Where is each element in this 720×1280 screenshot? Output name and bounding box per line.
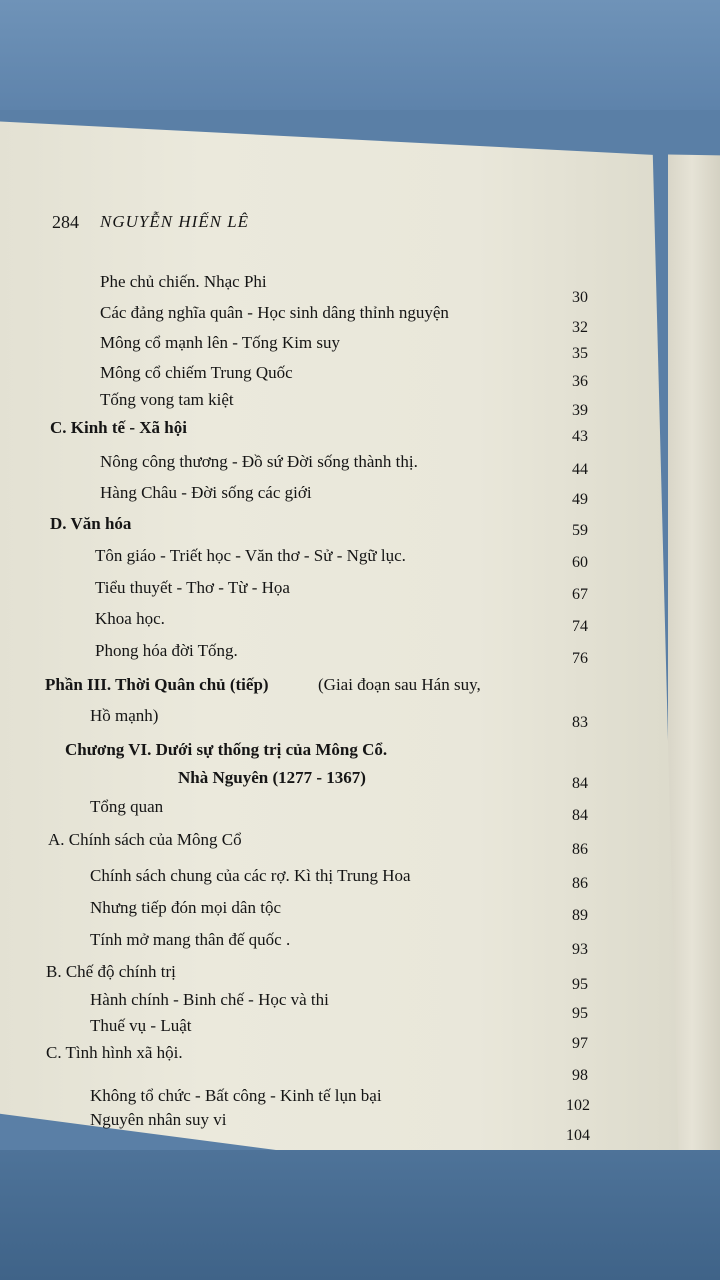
toc-entry-text: Phe chủ chiến. Nhạc Phi — [100, 272, 267, 291]
toc-entry-text: Mông cổ mạnh lên - Tống Kim suy — [100, 333, 341, 352]
toc-entry-text: Hành chính - Binh chế - Học và thi — [90, 990, 329, 1009]
toc-entry-page: 84 — [572, 775, 588, 792]
toc-entry-text: Không tổ chức - Bất công - Kinh tế lụn bại — [90, 1086, 382, 1105]
toc-section-heading: D. Văn hóa — [50, 514, 132, 533]
toc-entry-page: 98 — [572, 1067, 588, 1084]
toc-section-heading: B. Chế độ chính trị — [46, 962, 176, 981]
toc-entry-page: 89 — [572, 907, 588, 924]
toc-entry-text: Phong hóa đời Tống. — [95, 641, 238, 660]
toc-section-heading: C. Kinh tế - Xã hội — [50, 418, 187, 437]
book-page-edge — [668, 154, 720, 1195]
toc-entry-page: 84 — [572, 807, 588, 824]
toc-entry-text: Hàng Châu - Đời sống các giới — [100, 483, 312, 502]
toc-entry-page: 83 — [572, 714, 588, 731]
toc-entry-text: Mông cổ chiếm Trung Quốc — [100, 363, 293, 382]
background-bottom — [0, 1150, 720, 1280]
background-top — [0, 0, 720, 110]
toc-chapter-subtitle: Nhà Nguyên (1277 - 1367) — [178, 768, 366, 787]
toc-chapter-heading: Chương VI. Dưới sự thống trị của Mông Cổ. — [65, 740, 388, 759]
toc-entry-text: Nhưng tiếp đón mọi dân tộc — [90, 898, 281, 917]
toc-entry-text: Thuế vụ - Luật — [90, 1016, 192, 1035]
toc-entry-page: 59 — [572, 522, 588, 539]
toc-entry-page: 95 — [572, 1005, 588, 1022]
toc-entry-page: 67 — [572, 586, 588, 603]
toc-entry-page: 86 — [572, 841, 588, 858]
toc-entry-text: Chính sách chung của các rợ. Kì thị Trung Hoa — [90, 866, 411, 885]
toc-entry-page: 36 — [572, 373, 588, 390]
toc-entry-text: Tổng quan — [90, 797, 164, 816]
toc-entry-page: 86 — [572, 875, 588, 892]
toc-entry-page: 104 — [566, 1127, 590, 1144]
toc-entry-text: Tống vong tam kiệt — [100, 390, 234, 409]
toc-entry-page: 76 — [572, 650, 588, 667]
toc-entry-page: 95 — [572, 976, 588, 993]
toc-section-heading: A. Chính sách của Mông Cổ — [48, 830, 242, 849]
toc-entry-text: Nông công thương - Đồ sứ Đời sống thành thị. — [100, 452, 418, 471]
toc-entry-page: 30 — [572, 289, 588, 306]
toc-entry-text: Các đảng nghĩa quân - Học sinh dâng thỉnh nguyện — [100, 303, 449, 322]
toc-entry-page: 60 — [572, 554, 588, 571]
toc-entry-text: Nguyên nhân suy vi — [90, 1110, 227, 1129]
toc-entry-page: 49 — [572, 491, 588, 508]
running-title: NGUYỄN HIẾN LÊ — [100, 212, 250, 231]
toc-part-heading: Phần III. Thời Quân chủ (tiếp) — [45, 675, 269, 694]
page-number: 284 — [52, 212, 79, 232]
toc-entry-page: 39 — [572, 402, 588, 419]
toc-entry-page: 32 — [572, 319, 588, 336]
toc-entry-text: Hồ mạnh) — [90, 706, 159, 725]
toc-entry-text: Tiểu thuyết - Thơ - Từ - Họa — [95, 578, 290, 597]
toc-entry-page: 35 — [572, 345, 588, 362]
toc-entry-page: 102 — [566, 1097, 590, 1114]
toc-entry-text: Tính mở mang thân đế quốc . — [90, 930, 291, 949]
toc-section-heading: C. Tình hình xã hội. — [46, 1043, 183, 1062]
toc-entry-page: 43 — [572, 428, 588, 445]
toc-part-subtitle: (Giai đoạn sau Hán suy, — [318, 675, 481, 694]
toc-entry-page: 44 — [572, 461, 588, 478]
toc-entry-page: 97 — [572, 1035, 588, 1052]
toc-entry-text: Khoa học. — [95, 609, 165, 628]
toc-entry-page: 74 — [572, 618, 588, 635]
toc-entry-text: Tôn giáo - Triết học - Văn thơ - Sử - Ngữ lục. — [95, 546, 406, 565]
toc-entry-page: 93 — [572, 941, 588, 958]
